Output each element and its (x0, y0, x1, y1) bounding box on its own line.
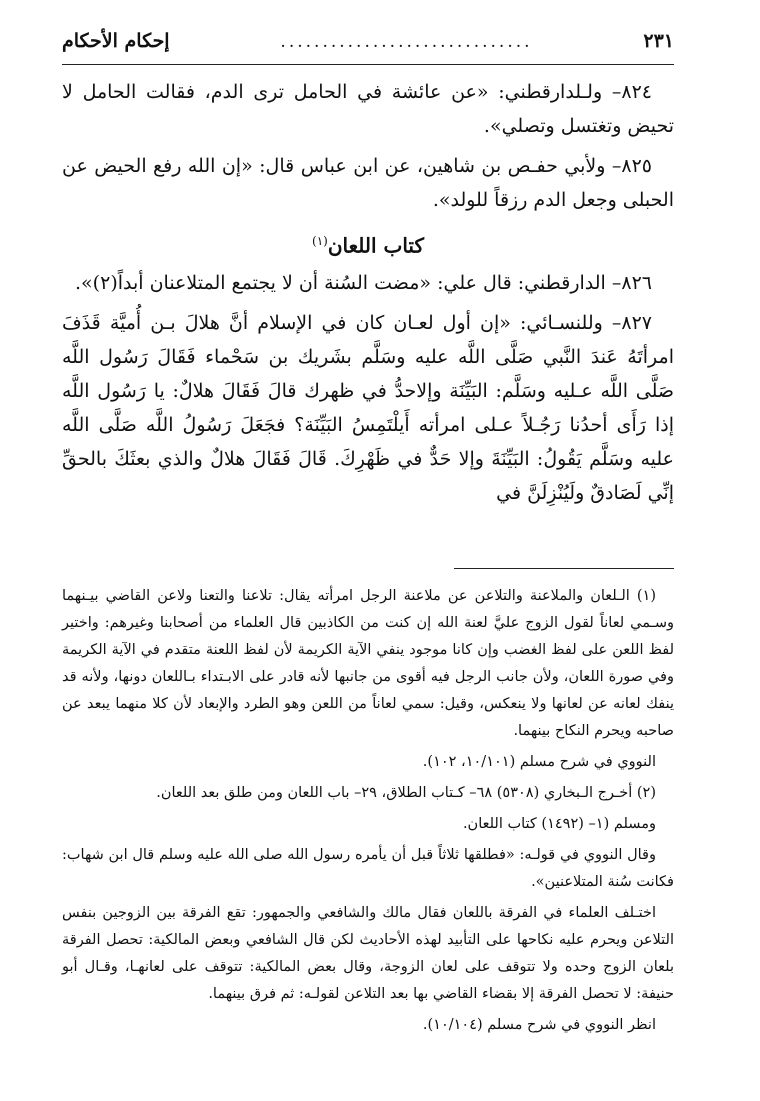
footnote-1-source: النووي في شرح مسلم (١٠/١٠١، ١٠٢). (422, 753, 656, 770)
footnotes (62, 583, 674, 1039)
hadith-826: ٨٢٦– الدارقطني: قال علي: «مضت السُنة أن لا يجتمع المتلاعنان أبداً(٢)». (75, 271, 652, 294)
book-title: إحكام الأحكام (62, 30, 170, 52)
footnote-2-reference: انظر النووي في شرح مسلم (١٠/١٠٤). (422, 1016, 656, 1033)
header-leader-dots: .............................. (280, 32, 533, 52)
chapter-footnote-marker: (١) (312, 234, 328, 248)
footnote-separator (454, 568, 674, 569)
document-page (62, 30, 674, 1080)
chapter-title: كتاب اللعان (327, 233, 424, 258)
main-text (62, 75, 674, 510)
footnote-2-muslim: ومسلم (١– (١٤٩٢) كتاب اللعان. (462, 815, 656, 832)
page-number: ٢٣١ (643, 30, 674, 52)
hadith-825: ٨٢٥– ولأبي حفـص بن شاهين، عن ابن عباس قال: «إن الله رفع الحيض عن الحبلى وجعل الدم رزقاً للولد». (62, 155, 674, 211)
footnote-2-nawawi-quote: وقال النووي في قولـه: «فطلقها ثلاثاً قبل أن يأمره رسول الله صلى الله عليه وسلم قال ابن شهاب: فكانت سُنة المتلاعنين». (62, 846, 674, 890)
footnote-2-discussion: اختـلف العلماء في الفرقة باللعان فقال مالك والشافعي والجمهور: تقع الفرقة بين الزوجين بنفس التلاعن ويحرم عليه نكاحها على التأبيد لهذه الأحاديث لكن قال الشافعي وبعض المالكية: تحصل الفرقة بلعان الزوج وحده ولا تتوقف على لعان الزوجة، وقال بعض المالكية: تتوقف على لعانهـا، وقـال أبو حنيفة: لا تحصل الفرقة إلا بقضاء القاضي بها بعد التلاعن لقولـه: ثم فرق بينهما. (62, 904, 674, 1002)
footnote-1: (١) الـلعان والملاعنة والتلاعن عن ملاعنة الرجل امرأته يقال: تلاعنا والتعنا ولاعن القاضي بيـنهما وسـمي لعاناً لقول الزوج عليَّ لعنة الله إن كنت من الكاذبين قال العلماء من أصحابنا وغيرهم: واختير لفظ اللعن على لفظ الغضب وإن كانا موجود ينفي الآية الكريمة لأن لفظ اللعنة متقدم في الآية الكريمة وفي صورة اللعان، ولأن جانب الرجل فيه أقوى من جانبها لأنه قادر على الابـتداء بـاللعان دونها، ولأنه قد ينفك لعانه عن لعانها ولا ينعكس، وقيل: سمي لعاناً من اللعن وهو الطرد والإبعاد لأن كلا منهما يبعد عن صاحبه ويحرم النكاح بينهما. (62, 587, 674, 739)
hadith-827: ٨٢٧– وللنسـائي: «إن أول لعـان كان في الإسلام أنَّ هلالَ بـن أُميَّة قَذَفَ امرأتَهُ عَندَ النَّبي صَلَّى اللَّه عليه وسَلَّم بشَريك بن سَحْماء فَقَالَ رَسُول اللَّه صَلَّى اللَّه عـليه وسَلَّم: البَيِّنَة وإلاحدُّ في ظهرك قالَ فَقَالَ هلالٌ: يا رَسُول اللَّه إذا رَأَى أحدُنا رَجُـلاً عـلى امرأته أَيلْتَمِسُ البَيِّنَة؟ فجَعَلَ رَسُولُ اللَّه صَلَّى اللَّه عليه وسَلَّم يَقُولُ: البَيِّنَةَ وإلا حَدٌّ في ظَهْرِكَ. قَالَ فَقَالَ هلالٌ والذي بعثَكَ بالحقِّ إنِّي لَصَادقٌ ولَيُنْزِلَنَّ في (62, 311, 674, 504)
footnote-2: (٢) أخـرج الـبخاري (٥٣٠٨) ٦٨– كـتاب الطلاق، ٢٩– باب اللعان ومن طلق بعد اللعان. (156, 784, 656, 801)
running-header (62, 30, 674, 65)
chapter-heading (62, 223, 674, 264)
footnote-separator-wrap (62, 516, 674, 583)
hadith-824: ٨٢٤– ولـلدارقطني: «عن عائشة في الحامل ترى الدم، فقالت الحامل لا تحيض وتغتسل وتصلي». (62, 81, 674, 137)
